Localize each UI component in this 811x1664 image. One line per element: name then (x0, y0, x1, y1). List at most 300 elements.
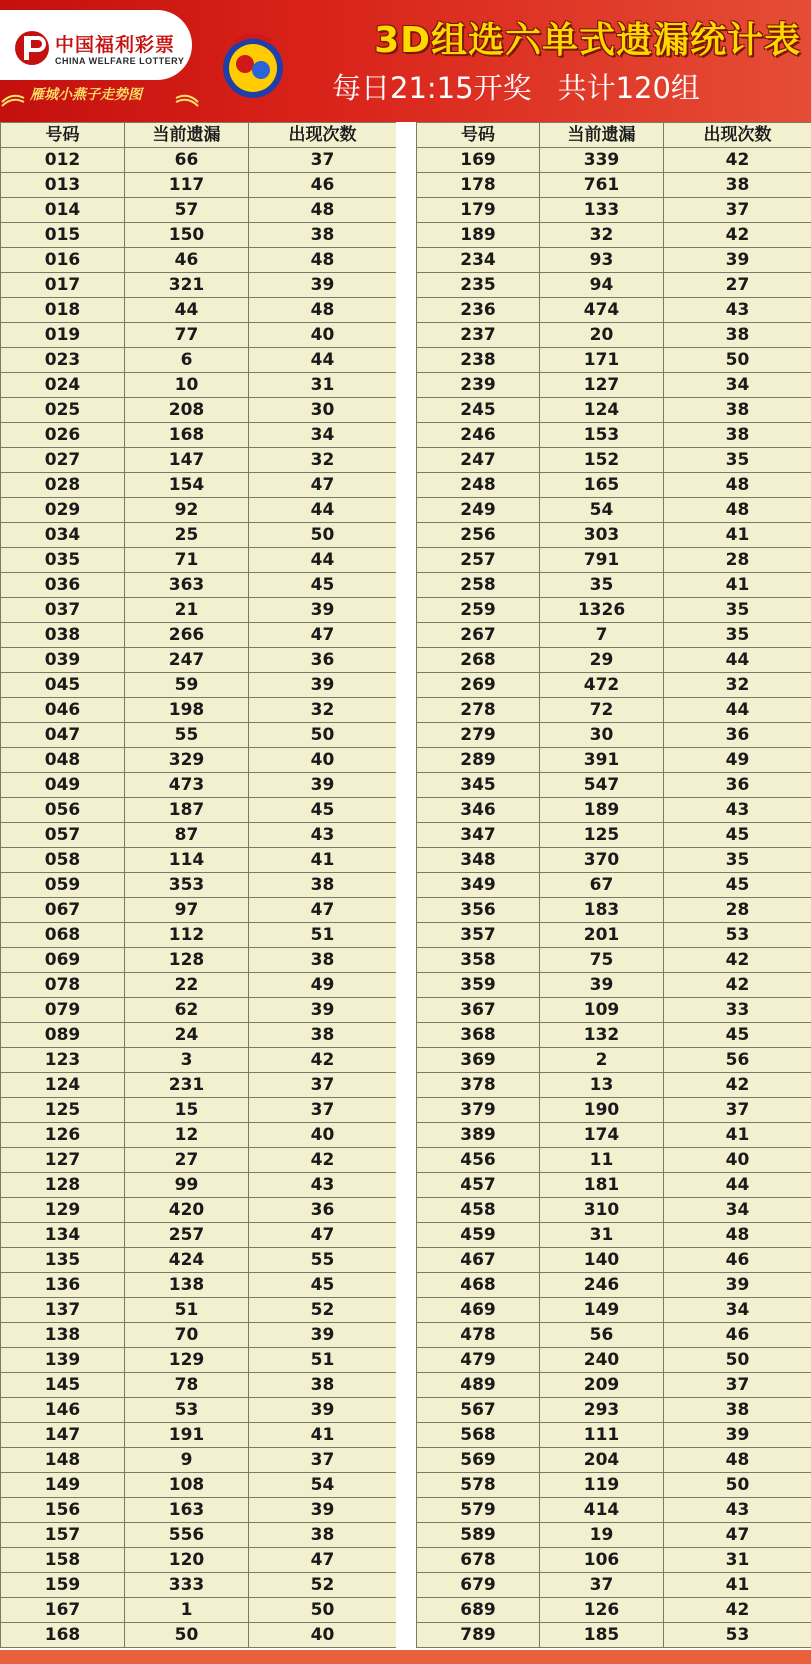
cell-occurrences: 36 (249, 648, 397, 673)
cell-number: 359 (417, 973, 540, 998)
cell-number: 079 (1, 998, 125, 1023)
cell-occurrences: 42 (664, 1598, 811, 1623)
cell-current-omission: 1326 (540, 598, 664, 623)
cell-occurrences: 42 (664, 148, 811, 173)
cell-current-omission: 46 (125, 248, 249, 273)
table-row (1, 348, 397, 373)
cell-number: 013 (1, 173, 125, 198)
cell-occurrences: 50 (664, 1473, 811, 1498)
cell-current-omission: 147 (125, 448, 249, 473)
cell-number: 178 (417, 173, 540, 198)
cell-occurrences: 48 (664, 1223, 811, 1248)
cell-occurrences: 40 (664, 1148, 811, 1173)
table-row (1, 923, 397, 948)
cell-number: 038 (1, 623, 125, 648)
cell-occurrences: 27 (664, 273, 811, 298)
table-row (417, 398, 811, 423)
table-row (417, 1048, 811, 1073)
table-gap (396, 122, 416, 1650)
cell-number: 036 (1, 573, 125, 598)
table-row (417, 998, 811, 1023)
cell-number: 459 (417, 1223, 540, 1248)
cell-number: 167 (1, 1598, 125, 1623)
table-row (1, 948, 397, 973)
cell-occurrences: 39 (249, 673, 397, 698)
cell-current-omission: 163 (125, 1498, 249, 1523)
cell-number: 157 (1, 1523, 125, 1548)
cell-occurrences: 35 (664, 598, 811, 623)
cell-current-omission: 78 (125, 1373, 249, 1398)
table-row (417, 1273, 811, 1298)
cell-number: 368 (417, 1023, 540, 1048)
cell-number: 138 (1, 1323, 125, 1348)
cell-number: 268 (417, 648, 540, 673)
cell-occurrences: 32 (249, 698, 397, 723)
cell-occurrences: 45 (249, 798, 397, 823)
cell-current-omission: 51 (125, 1298, 249, 1323)
cell-current-omission: 761 (540, 173, 664, 198)
table-row (417, 948, 811, 973)
cell-occurrences: 41 (664, 573, 811, 598)
table-row (1, 1223, 397, 1248)
cell-occurrences: 54 (249, 1473, 397, 1498)
cell-number: 124 (1, 1073, 125, 1098)
table-row (1, 523, 397, 548)
table-row (417, 1223, 811, 1248)
table-row (417, 798, 811, 823)
footer-bar (0, 1650, 811, 1664)
cell-occurrences: 38 (664, 1398, 811, 1423)
table-row (1, 1298, 397, 1323)
cell-number: 235 (417, 273, 540, 298)
cell-number: 468 (417, 1273, 540, 1298)
cell-number: 189 (417, 223, 540, 248)
cell-current-omission: 111 (540, 1423, 664, 1448)
cell-current-omission: 165 (540, 473, 664, 498)
table-row (417, 473, 811, 498)
cell-current-omission: 70 (125, 1323, 249, 1348)
cell-occurrences: 35 (664, 448, 811, 473)
cell-occurrences: 42 (664, 1073, 811, 1098)
cell-occurrences: 45 (664, 823, 811, 848)
header-banner (0, 0, 811, 122)
table-row (417, 648, 811, 673)
table-row (417, 698, 811, 723)
cell-number: 456 (417, 1148, 540, 1173)
table-row (417, 1623, 811, 1648)
cell-occurrences: 28 (664, 898, 811, 923)
cell-occurrences: 32 (664, 673, 811, 698)
cell-occurrences: 39 (249, 998, 397, 1023)
cell-current-omission: 35 (540, 573, 664, 598)
cell-number: 158 (1, 1548, 125, 1573)
cell-current-omission: 472 (540, 673, 664, 698)
cell-number: 245 (417, 398, 540, 423)
cell-current-omission: 198 (125, 698, 249, 723)
table-row (417, 748, 811, 773)
cell-occurrences: 39 (249, 1398, 397, 1423)
table-row (1, 248, 397, 273)
table-row (1, 598, 397, 623)
cell-number: 016 (1, 248, 125, 273)
table-row (417, 298, 811, 323)
cell-occurrences: 48 (249, 298, 397, 323)
table-row (417, 898, 811, 923)
cell-current-omission: 27 (125, 1148, 249, 1173)
cell-occurrences: 47 (249, 1548, 397, 1573)
cell-occurrences: 56 (664, 1048, 811, 1073)
cell-occurrences: 46 (664, 1323, 811, 1348)
cell-number: 025 (1, 398, 125, 423)
cell-number: 269 (417, 673, 540, 698)
cell-occurrences: 40 (249, 323, 397, 348)
cell-number: 127 (1, 1148, 125, 1173)
cell-number: 479 (417, 1348, 540, 1373)
cell-occurrences: 30 (249, 398, 397, 423)
table-row (1, 1248, 397, 1273)
table-row (417, 673, 811, 698)
cell-occurrences: 48 (664, 473, 811, 498)
draw-schedule: 每日21:15开奖 (332, 71, 532, 105)
cell-current-omission: 424 (125, 1248, 249, 1273)
cell-number: 147 (1, 1423, 125, 1448)
column-header-current-omission: 当前遗漏 (540, 123, 664, 148)
cell-number: 046 (1, 698, 125, 723)
cell-number: 169 (417, 148, 540, 173)
cell-occurrences: 51 (249, 1348, 397, 1373)
cell-number: 067 (1, 898, 125, 923)
table-row (1, 1323, 397, 1348)
cell-current-omission: 31 (540, 1223, 664, 1248)
cell-occurrences: 41 (664, 1123, 811, 1148)
cell-occurrences: 39 (664, 1273, 811, 1298)
cell-occurrences: 41 (664, 1573, 811, 1598)
cell-current-omission: 77 (125, 323, 249, 348)
cell-current-omission: 120 (125, 1548, 249, 1573)
cell-current-omission: 124 (540, 398, 664, 423)
cell-current-omission: 129 (125, 1348, 249, 1373)
table-row (417, 423, 811, 448)
cell-occurrences: 42 (664, 973, 811, 998)
cell-number: 069 (1, 948, 125, 973)
cell-occurrences: 52 (249, 1298, 397, 1323)
cell-number: 148 (1, 1448, 125, 1473)
cell-occurrences: 47 (249, 623, 397, 648)
table-row (417, 1373, 811, 1398)
cell-number: 045 (1, 673, 125, 698)
cell-occurrences: 39 (664, 248, 811, 273)
cell-occurrences: 36 (664, 773, 811, 798)
cell-number: 248 (417, 473, 540, 498)
table-row (417, 623, 811, 648)
cell-number: 027 (1, 448, 125, 473)
cell-number: 258 (417, 573, 540, 598)
omission-table-left (0, 122, 397, 1648)
cell-occurrences: 31 (249, 373, 397, 398)
cell-current-omission: 119 (540, 1473, 664, 1498)
cell-occurrences: 47 (249, 898, 397, 923)
cell-occurrences: 44 (664, 698, 811, 723)
cell-number: 347 (417, 823, 540, 848)
cell-occurrences: 39 (249, 1323, 397, 1348)
cell-current-omission: 474 (540, 298, 664, 323)
table-row (417, 223, 811, 248)
table-row (1, 1373, 397, 1398)
cell-occurrences: 42 (249, 1148, 397, 1173)
cell-current-omission: 201 (540, 923, 664, 948)
cell-occurrences: 42 (249, 1048, 397, 1073)
cell-current-omission: 67 (540, 873, 664, 898)
cell-number: 059 (1, 873, 125, 898)
cell-number: 049 (1, 773, 125, 798)
cell-current-omission: 15 (125, 1098, 249, 1123)
table-row (417, 198, 811, 223)
cell-number: 237 (417, 323, 540, 348)
table-row (417, 1423, 811, 1448)
cell-occurrences: 37 (664, 1373, 811, 1398)
cell-current-omission: 154 (125, 473, 249, 498)
table-row (417, 1448, 811, 1473)
cell-occurrences: 37 (249, 1098, 397, 1123)
cell-current-omission: 11 (540, 1148, 664, 1173)
cell-number: 238 (417, 348, 540, 373)
cell-current-omission: 21 (125, 598, 249, 623)
column-header-occurrences: 出现次数 (664, 123, 811, 148)
cell-current-omission: 1 (125, 1598, 249, 1623)
cell-current-omission: 32 (540, 223, 664, 248)
cell-current-omission: 189 (540, 798, 664, 823)
cell-occurrences: 38 (249, 223, 397, 248)
cell-occurrences: 50 (664, 348, 811, 373)
cell-occurrences: 50 (664, 1348, 811, 1373)
cell-number: 679 (417, 1573, 540, 1598)
cell-occurrences: 37 (249, 1073, 397, 1098)
cell-number: 369 (417, 1048, 540, 1073)
cell-number: 345 (417, 773, 540, 798)
cell-number: 568 (417, 1423, 540, 1448)
cell-current-omission: 24 (125, 1023, 249, 1048)
cell-occurrences: 37 (664, 1098, 811, 1123)
cell-current-omission: 125 (540, 823, 664, 848)
table-row (1, 373, 397, 398)
table-header-row (417, 123, 811, 148)
cell-number: 146 (1, 1398, 125, 1423)
cell-current-omission: 473 (125, 773, 249, 798)
table-row (1, 1398, 397, 1423)
cell-current-omission: 22 (125, 973, 249, 998)
cell-occurrences: 38 (249, 1373, 397, 1398)
cell-number: 289 (417, 748, 540, 773)
cell-number: 134 (1, 1223, 125, 1248)
cell-occurrences: 44 (249, 548, 397, 573)
cell-occurrences: 38 (249, 873, 397, 898)
cell-current-omission: 57 (125, 198, 249, 223)
cell-number: 678 (417, 1548, 540, 1573)
table-row (1, 748, 397, 773)
cell-number: 567 (417, 1398, 540, 1423)
welfare-lottery-logo-icon (14, 30, 50, 66)
table-row (1, 1123, 397, 1148)
cell-current-omission: 353 (125, 873, 249, 898)
table-row (1, 423, 397, 448)
table-row (1, 623, 397, 648)
cell-current-omission: 127 (540, 373, 664, 398)
table-row (417, 348, 811, 373)
table-row (1, 1423, 397, 1448)
cell-occurrences: 35 (664, 623, 811, 648)
cell-current-omission: 209 (540, 1373, 664, 1398)
table-row (1, 673, 397, 698)
table-row (1, 173, 397, 198)
cell-number: 358 (417, 948, 540, 973)
cell-occurrences: 47 (664, 1523, 811, 1548)
cell-current-omission: 150 (125, 223, 249, 248)
cell-current-omission: 12 (125, 1123, 249, 1148)
cell-current-omission: 363 (125, 573, 249, 598)
cell-number: 357 (417, 923, 540, 948)
table-row (417, 773, 811, 798)
table-row (417, 1523, 811, 1548)
cell-occurrences: 52 (249, 1573, 397, 1598)
table-row (417, 1473, 811, 1498)
cell-current-omission: 132 (540, 1023, 664, 1048)
cell-number: 123 (1, 1048, 125, 1073)
cell-number: 026 (1, 423, 125, 448)
cell-occurrences: 49 (249, 973, 397, 998)
cell-number: 047 (1, 723, 125, 748)
table-row (1, 473, 397, 498)
cell-occurrences: 44 (664, 1173, 811, 1198)
cell-occurrences: 35 (664, 848, 811, 873)
cell-current-omission: 152 (540, 448, 664, 473)
cell-current-omission: 303 (540, 523, 664, 548)
cell-occurrences: 50 (249, 723, 397, 748)
cell-number: 017 (1, 273, 125, 298)
cell-occurrences: 40 (249, 1123, 397, 1148)
cell-occurrences: 34 (664, 1298, 811, 1323)
cell-current-omission: 126 (540, 1598, 664, 1623)
cell-number: 126 (1, 1123, 125, 1148)
table-row (417, 598, 811, 623)
table-row (1, 1173, 397, 1198)
cell-current-omission: 190 (540, 1098, 664, 1123)
cell-occurrences: 43 (249, 823, 397, 848)
table-row (1, 573, 397, 598)
cell-number: 367 (417, 998, 540, 1023)
cell-current-omission: 329 (125, 748, 249, 773)
table-row (1, 1073, 397, 1098)
cell-number: 089 (1, 1023, 125, 1048)
cell-current-omission: 50 (125, 1623, 249, 1648)
cell-occurrences: 33 (664, 998, 811, 1023)
lottery-logo (0, 10, 192, 80)
table-row (417, 1398, 811, 1423)
cell-occurrences: 42 (664, 223, 811, 248)
cell-current-omission: 339 (540, 148, 664, 173)
cell-number: 024 (1, 373, 125, 398)
logo-name-english: CHINA WELFARE LOTTERY (55, 56, 185, 66)
table-row (417, 548, 811, 573)
cell-occurrences: 50 (249, 1598, 397, 1623)
table-row (1, 1473, 397, 1498)
cell-current-omission: 266 (125, 623, 249, 648)
cell-number: 236 (417, 298, 540, 323)
cell-occurrences: 46 (249, 173, 397, 198)
table-row (417, 1573, 811, 1598)
cell-current-omission: 71 (125, 548, 249, 573)
cell-occurrences: 53 (664, 923, 811, 948)
cell-current-omission: 140 (540, 1248, 664, 1273)
table-row (1, 1498, 397, 1523)
cell-number: 136 (1, 1273, 125, 1298)
table-row (417, 173, 811, 198)
cell-number: 014 (1, 198, 125, 223)
table-row (417, 1548, 811, 1573)
cell-current-omission: 19 (540, 1523, 664, 1548)
table-row (1, 1098, 397, 1123)
table-row (417, 1023, 811, 1048)
cell-current-omission: 153 (540, 423, 664, 448)
cell-number: 239 (417, 373, 540, 398)
cell-current-omission: 72 (540, 698, 664, 723)
cell-current-omission: 97 (125, 898, 249, 923)
cell-occurrences: 38 (249, 1023, 397, 1048)
cell-occurrences: 45 (249, 573, 397, 598)
cell-number: 068 (1, 923, 125, 948)
table-row (1, 498, 397, 523)
cell-number: 058 (1, 848, 125, 873)
cell-current-omission: 208 (125, 398, 249, 423)
cell-current-omission: 30 (540, 723, 664, 748)
cell-occurrences: 55 (249, 1248, 397, 1273)
cell-number: 057 (1, 823, 125, 848)
table-row (417, 1173, 811, 1198)
table-row (1, 1548, 397, 1573)
cell-number: 356 (417, 898, 540, 923)
cell-number: 137 (1, 1298, 125, 1323)
table-row (417, 973, 811, 998)
cell-number: 034 (1, 523, 125, 548)
table-row (417, 1073, 811, 1098)
table-row (417, 498, 811, 523)
cell-occurrences: 39 (249, 1498, 397, 1523)
cell-number: 467 (417, 1248, 540, 1273)
cell-current-omission: 181 (540, 1173, 664, 1198)
cell-current-omission: 92 (125, 498, 249, 523)
cell-current-omission: 9 (125, 1448, 249, 1473)
cell-current-omission: 231 (125, 1073, 249, 1098)
cell-number: 469 (417, 1298, 540, 1323)
table-row (417, 723, 811, 748)
cell-number: 056 (1, 798, 125, 823)
cell-number: 578 (417, 1473, 540, 1498)
cell-current-omission: 183 (540, 898, 664, 923)
cell-current-omission: 99 (125, 1173, 249, 1198)
cell-current-omission: 75 (540, 948, 664, 973)
cell-occurrences: 40 (249, 1623, 397, 1648)
cell-number: 489 (417, 1373, 540, 1398)
cell-occurrences: 50 (249, 523, 397, 548)
cell-number: 023 (1, 348, 125, 373)
table-row (417, 1598, 811, 1623)
cell-current-omission: 87 (125, 823, 249, 848)
slogan-text: 雁城小燕子走势图 (30, 87, 142, 103)
draw-info (332, 66, 700, 107)
cell-current-omission: 257 (125, 1223, 249, 1248)
table-row (1, 848, 397, 873)
cell-occurrences: 42 (664, 948, 811, 973)
cell-current-omission: 133 (540, 198, 664, 223)
